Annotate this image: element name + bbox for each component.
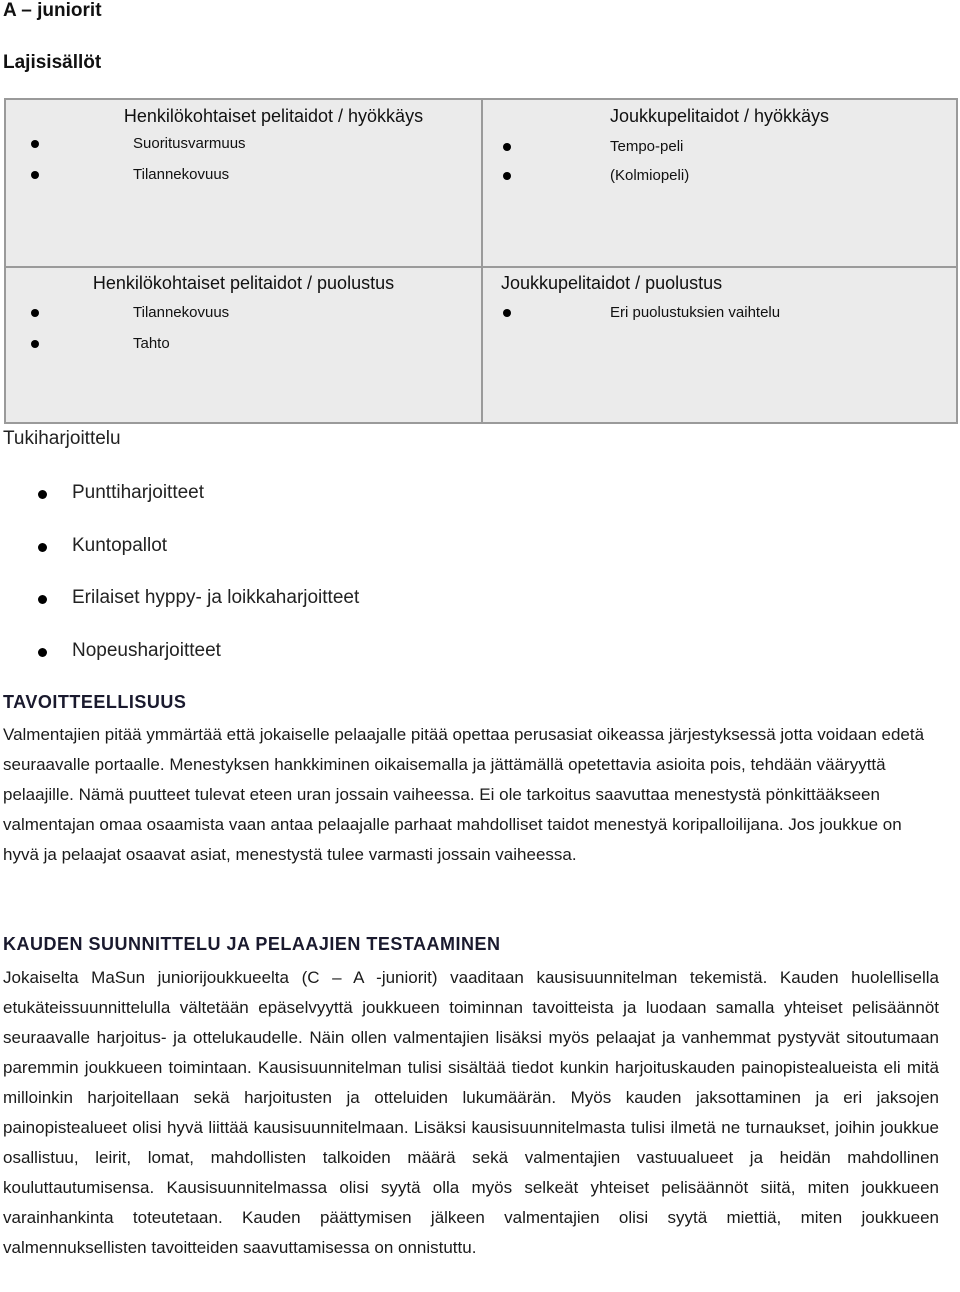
- goal-paragraph: Valmentajien pitää ymmärtää että jokaiselle pelaajalle pitää opettaa perusasiat oikeassa järjestyksessä jotta voidaan edetä seuraavalle portaalle. Menestyksen hankkiminen oikaisemalla ja jättämällä opetettavia asioita pois, tehdään vääryyttä pelaajille. Nämä puutteet tulevat eteen uran jossain vaiheessa. Ei ole tarkoitus saavuttaa menestystä pönkittääkseen valmentajan omaa osaamista vaan antaa pelaajalle parhaat mahdolliset taidot menestyä koripalloilijana. Jos joukkue on hyvä ja pelaajat osaavat asiat, menestystä tulee varmasti jossain vaiheessa.: [3, 725, 925, 864]
- bullet-icon: [31, 140, 39, 148]
- cell-item: Tilannekovuus: [133, 304, 230, 321]
- table-cell-attack-individual: [6, 100, 481, 266]
- page-title: A – juniorit: [3, 0, 102, 21]
- table-cell-defense-individual: [6, 268, 481, 422]
- support-heading: Tukiharjoittelu: [3, 428, 121, 449]
- bullet-icon: [503, 172, 511, 180]
- list-item: Nopeusharjoitteet: [72, 640, 221, 661]
- list-item: Erilaiset hyppy- ja loikkaharjoitteet: [72, 587, 360, 608]
- cell-heading: Joukkupelitaidot / hyökkäys: [609, 106, 830, 126]
- bullet-icon: [31, 171, 39, 179]
- planning-heading: KAUDEN SUUNNITTELU JA PELAAJIEN TESTAAMINEN: [3, 934, 501, 954]
- bullet-icon: [38, 490, 47, 499]
- cell-item: Tilannekovuus: [133, 166, 230, 183]
- list-item: Punttiharjoitteet: [72, 482, 205, 503]
- table-cell-attack-team: [483, 100, 956, 266]
- cell-item: Tempo-peli: [610, 138, 684, 155]
- cell-heading: Henkilökohtaiset pelitaidot / hyökkäys: [123, 106, 424, 126]
- bullet-icon: [503, 143, 511, 151]
- bullet-icon: [38, 595, 47, 604]
- bullet-icon: [31, 309, 39, 317]
- bullet-icon: [31, 340, 39, 348]
- cell-item: Suoritusvarmuus: [133, 135, 246, 152]
- bullet-icon: [503, 309, 511, 317]
- cell-heading: Joukkupelitaidot / puolustus: [501, 273, 723, 293]
- cell-item: Tahto: [133, 335, 170, 352]
- cell-item: (Kolmiopeli): [610, 167, 690, 184]
- content-table: [4, 98, 958, 424]
- planning-paragraph: Jokaiselta MaSun juniorijoukkueelta (C – A -juniorit) vaaditaan kausisuunnitelman tekemistä. Kauden huolellisella etukäteissuunnittelulla vältetään epäselvyyttä joukkueen toiminnan tavoitteista ja luodaan samalla yhteiset pelisäännöt seuraavalle harjoitus- ja ottelukaudelle. Näin ollen valmentajien lisäksi myös pelaajat ja vanhemmat pystyvät sitoutumaan paremmin joukkueen toimintaan. Kausisuunnitelman tulisi sisältää tiedot kunkin harjoituskauden painopistealueista eli mitä milloinkin harjoitellaan sekä harjoitusten ja otteluiden lukumäärän. Myös kauden jaksottaminen ja eri jaksojen painopistealueet olisi hyvä liittää kausisuunnitelmaan. Lisäksi kausisuunnitelmasta tulisi ilmetä ne turnaukset, joihin joukkue osallistuu, leirit, lomat, mahdollisten talkoiden määrä sekä valmentajien vastuualueet ja heidän mahdollinen kouluttautumisensa. Kausisuunnitelmassa olisi syytä olla myös selkeät yhteiset pelisäännöt siitä, miten joukkueen varainhankinta toteutetaan. Kauden päättymisen jälkeen valmentajien olisi syytä miettiä, miten joukkueen valmennuksellisten tavoitteiden saavuttamisessa on onnistuttu.: [3, 968, 939, 1257]
- list-item: Kuntopallot: [72, 535, 168, 556]
- cell-item: Eri puolustuksien vaihtelu: [610, 304, 781, 321]
- table-cell-defense-team: [483, 268, 956, 422]
- bullet-icon: [38, 543, 47, 552]
- cell-heading: Henkilökohtaiset pelitaidot / puolustus: [92, 273, 395, 293]
- goal-heading: TAVOITTEELLISUUS: [3, 692, 187, 712]
- bullet-icon: [38, 648, 47, 657]
- page-subtitle: Lajisisällöt: [3, 52, 102, 73]
